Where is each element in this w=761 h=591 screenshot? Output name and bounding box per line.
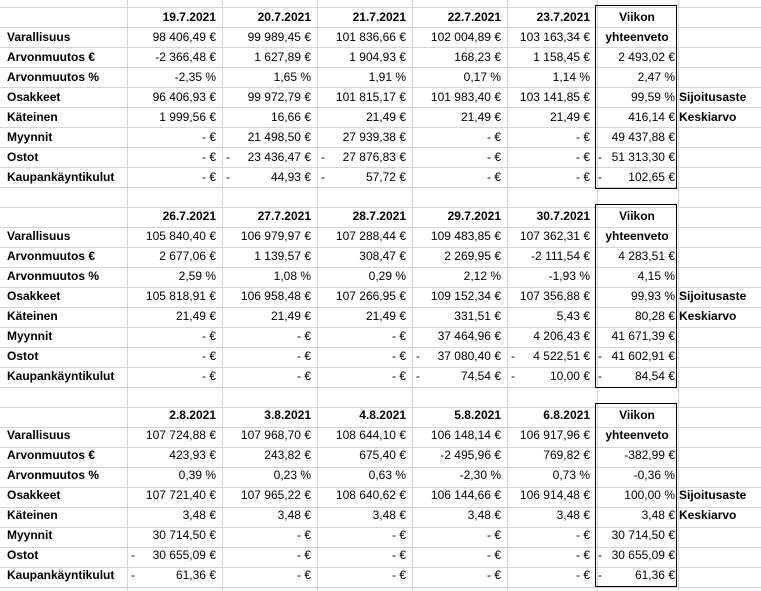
value-cell: 21,49 € [270, 309, 311, 323]
value-cell: 1 904,93 € [349, 50, 406, 64]
value-cell: 0,29 % [368, 269, 406, 283]
summary-value: -382,99 € [624, 448, 675, 462]
row-label: Arvonmuutos € [7, 50, 96, 64]
date-header: 5.8.2021 [454, 408, 501, 422]
side-label-sijoitusaste: Sijoitusaste [679, 488, 747, 502]
value-cell: - € [486, 150, 501, 164]
value-cell: - € [201, 329, 216, 343]
value-cell: - € [391, 568, 406, 582]
value-cell: -2,30 % [459, 468, 501, 482]
row-label: Arvonmuutos € [7, 249, 96, 263]
row-label: Varallisuus [7, 229, 71, 243]
value-cell: 21,49 € [365, 309, 406, 323]
value-cell: -2 111,54 € [531, 249, 590, 263]
value-cell: 107 965,22 € [240, 488, 311, 502]
side-label-sijoitusaste: Sijoitusaste [679, 289, 747, 303]
value-cell: 107 362,31 € [519, 229, 590, 243]
summary-header: Viikon [619, 408, 655, 422]
date-header: 2.8.2021 [169, 408, 216, 422]
row-label: Kaupankäyntikulut [7, 369, 115, 383]
date-header: 6.8.2021 [543, 408, 590, 422]
negative-sign: - [598, 568, 602, 582]
value-cell: 5,43 € [556, 309, 590, 323]
value-cell: 769,82 € [543, 448, 590, 462]
value-cell: - € [575, 130, 590, 144]
value-cell: 106 914,48 € [519, 488, 590, 502]
value-cell: 21 498,50 € [247, 130, 311, 144]
row-label: Osakkeet [7, 488, 61, 502]
summary-header: yhteenveto [605, 428, 669, 442]
value-cell: 102 004,89 € [430, 30, 501, 44]
summary-value: 49 437,88 € [611, 130, 675, 144]
side-label-keskiarvo: Keskiarvo [679, 309, 737, 323]
value-cell: - € [201, 150, 216, 164]
summary-value: 4 283,51 € [618, 249, 675, 263]
value-cell: - € [296, 369, 311, 383]
date-header: 22.7.2021 [447, 10, 501, 24]
summary-value: 102,65 € [628, 170, 675, 184]
value-cell: 106 917,96 € [519, 428, 590, 442]
summary-value: 4,15 % [637, 269, 675, 283]
negative-sign: - [598, 170, 602, 184]
value-cell: - € [575, 568, 590, 582]
value-cell: - € [391, 349, 406, 363]
value-cell: 21,49 € [549, 110, 590, 124]
value-cell: -2 366,48 € [155, 50, 216, 64]
value-cell: 107 356,88 € [519, 289, 590, 303]
value-cell: 106 144,66 € [430, 488, 501, 502]
value-cell: - € [391, 369, 406, 383]
value-cell: - € [391, 528, 406, 542]
value-cell: 108 640,62 € [335, 488, 406, 502]
summary-value: 99,59 % [630, 90, 675, 104]
value-cell: 1,14 % [552, 70, 590, 84]
value-cell: - € [486, 130, 501, 144]
value-cell: 99 989,45 € [247, 30, 311, 44]
value-cell: 1 139,57 € [254, 249, 311, 263]
row-label: Arvonmuutos € [7, 448, 96, 462]
value-cell: - € [201, 130, 216, 144]
row-label: Käteinen [7, 508, 58, 522]
value-cell: - € [201, 170, 216, 184]
value-cell: 3,48 € [182, 508, 216, 522]
value-cell: 21,49 € [365, 110, 406, 124]
value-cell: 1 158,45 € [533, 50, 590, 64]
summary-value: 100,00 % [624, 488, 675, 502]
date-header: 23.7.2021 [536, 10, 590, 24]
summary-value: 61,36 € [634, 568, 675, 582]
value-cell: -2,35 % [174, 70, 216, 84]
summary-value: 2 493,02 € [618, 50, 675, 64]
value-cell: 30 655,09 € [152, 548, 216, 562]
negative-sign: - [226, 150, 230, 164]
value-cell: 3,48 € [556, 508, 590, 522]
row-label: Myynnit [7, 130, 53, 144]
value-cell: 101 983,40 € [430, 90, 501, 104]
value-cell: 0,73 % [552, 468, 590, 482]
value-cell: 10,00 € [549, 369, 590, 383]
date-header: 20.7.2021 [257, 10, 311, 24]
value-cell: -2 495,96 € [440, 448, 501, 462]
value-cell: 0,63 % [368, 468, 406, 482]
value-cell: 107 968,70 € [240, 428, 311, 442]
value-cell: 308,47 € [359, 249, 406, 263]
value-cell: 2 677,06 € [159, 249, 216, 263]
row-label: Kaupankäyntikulut [7, 170, 115, 184]
value-cell: - € [296, 349, 311, 363]
value-cell: - € [296, 528, 311, 542]
value-cell: 21,49 € [175, 309, 216, 323]
value-cell: 106 979,97 € [240, 229, 311, 243]
value-cell: - € [391, 329, 406, 343]
negative-sign: - [598, 548, 602, 562]
value-cell: - € [201, 369, 216, 383]
negative-sign: - [416, 349, 420, 363]
value-cell: 423,93 € [169, 448, 216, 462]
value-cell: 21,49 € [460, 110, 501, 124]
value-cell: 103 141,85 € [519, 90, 590, 104]
summary-value: 84,54 € [634, 369, 675, 383]
value-cell: 3,48 € [277, 508, 311, 522]
value-cell: - € [486, 548, 501, 562]
value-cell: 99 972,79 € [247, 90, 311, 104]
value-cell: 16,66 € [270, 110, 311, 124]
value-cell: 1 627,89 € [254, 50, 311, 64]
summary-header: Viikon [619, 209, 655, 223]
summary-value: 41 671,39 € [611, 329, 675, 343]
summary-value: 51 313,30 € [611, 150, 675, 164]
row-label: Arvonmuutos % [7, 269, 100, 283]
value-cell: 109 483,85 € [430, 229, 501, 243]
summary-value: -0,36 % [633, 468, 675, 482]
value-cell: - € [486, 568, 501, 582]
negative-sign: - [598, 150, 602, 164]
value-cell: 106 148,14 € [430, 428, 501, 442]
date-header: 21.7.2021 [352, 10, 406, 24]
row-label: Myynnit [7, 329, 53, 343]
value-cell: 98 406,49 € [152, 30, 216, 44]
value-cell: 2 269,95 € [444, 249, 501, 263]
side-label-sijoitusaste: Sijoitusaste [679, 90, 747, 104]
side-label-keskiarvo: Keskiarvo [679, 110, 737, 124]
date-header: 3.8.2021 [264, 408, 311, 422]
value-cell: 109 152,34 € [430, 289, 501, 303]
negative-sign: - [226, 170, 230, 184]
date-header: 19.7.2021 [162, 10, 216, 24]
summary-value: 3,48 € [641, 508, 675, 522]
value-cell: 3,48 € [372, 508, 406, 522]
row-label: Käteinen [7, 309, 58, 323]
date-header: 29.7.2021 [447, 209, 501, 223]
value-cell: 107 724,88 € [145, 428, 216, 442]
value-cell: 101 836,66 € [335, 30, 406, 44]
value-cell: 107 721,40 € [145, 488, 216, 502]
value-cell: 108 644,10 € [335, 428, 406, 442]
row-label: Arvonmuutos % [7, 70, 100, 84]
date-header: 27.7.2021 [257, 209, 311, 223]
value-cell: 30 714,50 € [152, 528, 216, 542]
row-label: Varallisuus [7, 428, 71, 442]
value-cell: - € [391, 548, 406, 562]
value-cell: 4 522,51 € [533, 349, 590, 363]
date-header: 30.7.2021 [536, 209, 590, 223]
value-cell: 331,51 € [454, 309, 501, 323]
summary-header: yhteenveto [605, 30, 669, 44]
negative-sign: - [511, 369, 515, 383]
value-cell: 106 958,48 € [240, 289, 311, 303]
row-label: Ostot [7, 349, 39, 363]
value-cell: 243,82 € [264, 448, 311, 462]
value-cell: - € [296, 548, 311, 562]
value-cell: - € [575, 150, 590, 164]
date-header: 28.7.2021 [352, 209, 406, 223]
value-cell: 4 206,43 € [533, 329, 590, 343]
value-cell: 101 815,17 € [335, 90, 406, 104]
side-label-keskiarvo: Keskiarvo [679, 508, 737, 522]
summary-value: 80,28 € [634, 309, 675, 323]
value-cell: - € [486, 170, 501, 184]
negative-sign: - [321, 150, 325, 164]
value-cell: 37 464,96 € [437, 329, 501, 343]
summary-header: yhteenveto [605, 229, 669, 243]
value-cell: 0,39 % [178, 468, 216, 482]
value-cell: 61,36 € [175, 568, 216, 582]
negative-sign: - [131, 548, 135, 562]
value-cell: 168,23 € [454, 50, 501, 64]
value-cell: 1,65 % [273, 70, 311, 84]
summary-header: Viikon [619, 10, 655, 24]
value-cell: 37 080,40 € [437, 349, 501, 363]
value-cell: - € [575, 528, 590, 542]
value-cell: 27 876,83 € [342, 150, 406, 164]
row-label: Arvonmuutos % [7, 468, 100, 482]
summary-value: 30 714,50 € [611, 528, 675, 542]
value-cell: 3,48 € [467, 508, 501, 522]
value-cell: 105 818,91 € [145, 289, 216, 303]
value-cell: 0,23 % [273, 468, 311, 482]
value-cell: 1 999,56 € [159, 110, 216, 124]
value-cell: - € [575, 170, 590, 184]
negative-sign: - [416, 369, 420, 383]
value-cell: 2,59 % [178, 269, 216, 283]
value-cell: 44,93 € [270, 170, 311, 184]
row-label: Ostot [7, 548, 39, 562]
value-cell: - € [575, 548, 590, 562]
row-label: Kaupankäyntikulut [7, 568, 115, 582]
row-label: Myynnit [7, 528, 53, 542]
row-label: Osakkeet [7, 90, 61, 104]
value-cell: 1,08 % [273, 269, 311, 283]
date-header: 26.7.2021 [162, 209, 216, 223]
row-label: Varallisuus [7, 30, 71, 44]
value-cell: 675,40 € [359, 448, 406, 462]
row-label: Käteinen [7, 110, 58, 124]
summary-value: 41 602,91 € [611, 349, 675, 363]
value-cell: 2,12 % [463, 269, 501, 283]
negative-sign: - [321, 170, 325, 184]
value-cell: 107 266,95 € [335, 289, 406, 303]
value-cell: - € [201, 349, 216, 363]
negative-sign: - [598, 369, 602, 383]
value-cell: 105 840,40 € [145, 229, 216, 243]
value-cell: 1,91 % [368, 70, 406, 84]
value-cell: 74,54 € [460, 369, 501, 383]
value-cell: 0,17 % [463, 70, 501, 84]
negative-sign: - [598, 349, 602, 363]
negative-sign: - [511, 349, 515, 363]
value-cell: 23 436,47 € [247, 150, 311, 164]
summary-value: 30 655,09 € [611, 548, 675, 562]
value-cell: 57,72 € [365, 170, 406, 184]
value-cell: 27 939,38 € [342, 130, 406, 144]
grid-hline [0, 587, 761, 588]
value-cell: - € [486, 528, 501, 542]
value-cell: 107 288,44 € [335, 229, 406, 243]
summary-value: 99,93 % [630, 289, 675, 303]
row-label: Ostot [7, 150, 39, 164]
summary-value: 416,14 € [628, 110, 675, 124]
summary-value: 2,47 % [637, 70, 675, 84]
date-header: 4.8.2021 [359, 408, 406, 422]
value-cell: 96 406,93 € [152, 90, 216, 104]
negative-sign: - [131, 568, 135, 582]
value-cell: - € [296, 568, 311, 582]
value-cell: - € [296, 329, 311, 343]
row-label: Osakkeet [7, 289, 61, 303]
value-cell: 103 163,34 € [519, 30, 590, 44]
value-cell: -1,93 % [548, 269, 590, 283]
